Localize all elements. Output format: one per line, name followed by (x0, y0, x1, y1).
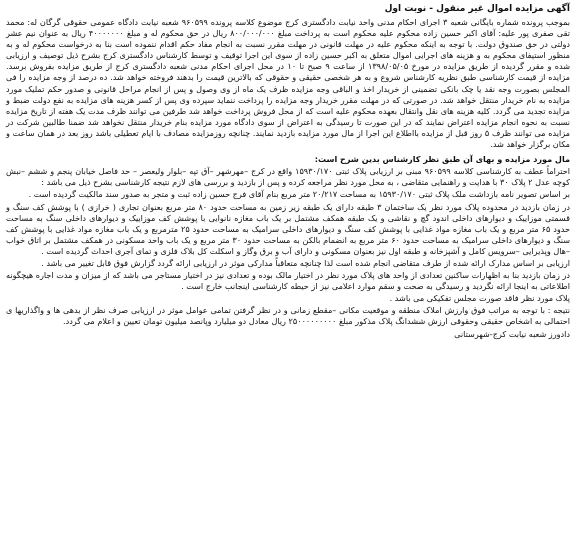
subdivision-note-paragraph: پلاک مورد نظر فاقد صورت مجلس تفکیکی می باشد . (389, 293, 570, 304)
notice-body-paragraph: بموجب پرونده شماره بایگانی شعبه ۳ اجرای احکام مدنی واحد نیابت دادگستری کرج موضوع کلاسه پرونده ۹۶۰۵۹۹ شعبه نیابت دادگاه عمومی حقوقی گرگان له: محمد تقی صفری پور علیه: آقای اکبر حسین زاده محکوم علیه محکوم است به پرداخت مبلغ ۸۰۰/۰۰۰/۰۰۰ ریال در حق محکوم له و مبلغ ۴۰۰۰۰۰۰۰ ریال به عنوان نیم عشر دولتی در حق صندوق دولت. با توجه به اینکه محکوم علیه در مهلت قانونی در مهلت مقرر نسبت به انجام مفاد حکم اقدام ننموده است بنا به درخواست محکوم له و به منظور استیفای محکوم به و هزینه های اجرایی اموال متعلق به اکبر حسین زاده از سوی این اجرا توقیف و توسط کارشناس دادگستری کرج بشرح ذیل توصیف و ارزیابی شده و مقرر گردیده از طریق مزایده در مورخ ۱۳۹۸/۰۵/۰۵ از ساعت ۹ صبح تا ۱۰ در محل اجرای احکام مدنی شعبه دادگستری کرج از طریق مزایده بفروش برسد. مزایده از قیمت کارشناسی طبق نظریه کارشناس شروع و به هر شخصی حقیقی و حقوقی که بالاترین قیمت را بدهند فروخته خواهد شد. ده درصد از وجه مزایده را فی المجلس بصورت وجه نقد یا چک بانکی تضمینی از خریدار اخذ و الباقی وجه مزایده ظرف یک ماه از وی وصول و پس از انجام مراحل قانونی و صدور حکم تملیک مورد مزایده به نام خریدار منتقل خواهد شد. در صورتی که در مهلت مقرر خریدار وجه مزایده را پرداخت ننماید سپرده وی پس از کسر هزینه های مزایده به نفع دولت ضبط و مزایده تجدید می گردد. کلیه هزینه های نقل وانتقال بعهده محکوم علیه است که از محل فروش پرداخت خواهد شد طرفین می توانند ظرف مدت یک هفته از تاریخ مزایده نسبت به نحوه انجام مزایده اعتراض نمایند که در این صورت تا رسیدگی به اعتراض از سوی دادگاه مورد مزایده بنام خریدار منتقل نخواهد شد ضمنا طالبین شرکت در مزایده می توانند ظرف ۵ روز قبل از مزایده بااطلاع این اجرا از مال مورد مزایده بازدید نمایند. چنانچه روزمزایده مصادف با ایام تعطیلی باشد روز بعد در همان ساعت و مکان برگزار خواهد شد. (6, 17, 571, 150)
property-heading: مال مورد مزایده و بهای آن طبق نظر کارشناس بدین شرح است: (314, 154, 570, 165)
building-description-paragraph: در زمان بازدید در محدوده پلاک مورد نظر یک ساختمان ۳ طبقه دارای یک طبقه زیر زمین به مساحت حدود ۸۰ متر مربع بعنوان تجاری ( خرازی ) با پوشش کف سنگ و قسمتی موزاییک و دیوارهای داخلی اندود گچ و نقاشی و یک طبقه همکف مشتمل بر یک باب مغازه نانوایی با پوشش کف موزاییک و دیوارهای داخلی سنگ به مساحت حدود ۶۵ متر مربع و یک باب مغازه مواد غذایی با پوشش کف سنگ و دیوارهای داخلی سرامیک به مساحت حدود ۲۵ مترمربع و یک باب مغازه مواد غذایی با پوشش کف سنگ و دیوارهای داخلی سرامیک به مساحت حدود ۶۰ متر مربع به انضمام بالکن به مساحت حدود ۳۰ متر مربع و یک باب واحد مسکونی در همکف مشتمل بر اتاق خواب –هال وپذیرایی –سرویس کامل و آشپزخانه و طبقه اول نیز بعنوان مسکونی و دارای آب و برق وگاز و اسکلت کل بلاک فلزی و تمای آجری احداث گردیده است . (6, 201, 571, 256)
notice-title: آگهی مزایده اموال غیر منقول - نوبت اول (384, 4, 570, 14)
ownership-paragraph: بر اساس تصویر نامه بازداشت ملک پلاک ثبتی ۱۵۹۳۰/۱۷۰ به مساحت ۲۰/۲۱۷ متر مربع بنام آقای فرج حسین زاده ثبت و متجر به صدور سند مالکیت گردیده است . (28, 189, 570, 200)
tenants-note-paragraph: در زمان بازدید بنا به اظهارات ساکنین تعدادی از واحد های پلاک مورد نظر در اختیار مالک بوده و تعدادی نیز در اختیار مستاجر می باشد که از میزان و مدت اجاره هیچگونه اطلاعاتی به اینجا ارائه نگردید و رسیدگی به صحت و سقم موارد اعلامی نیز از حیطه کارشناسی اینجانب خارج است . (6, 270, 570, 292)
signature-line: دادورز شعبه نیابت کرج-شهرستانی (454, 328, 570, 339)
conclusion-paragraph: نتیجه : با توجه به مراتب فوق وارزش املاک منطقه و موقعیت مکانی –مقطع زمانی و در نظر گرفتن تمامی عوامل موثر در ارزیابی صرف نظر از بدهی ها و واگذاریها ی احتمالی به اشخاص حقیقی وحقوقی ارزش ششدانگ پلاک مذکور مبلغ ۲۵۰۰۰۰۰۰۰۰۰ ریال معادل دو میلیارد وپانصد میلیون تومان تعیین و اعلام می گردد. (6, 305, 570, 327)
appraisal-intro-paragraph: احتراماً عطف به کارشناسی کلاسه ۹۶۰۵۹۹ مبنی بر ارزیابی پلاک ثبتی ۱۵۹۳۰/۱۷۰ واقع در کرج –مهرشهر –آق تپه –بلوار ولیعصر – حد فاصل خیابان پنجم و ششم –نبش کوچه عدل ۲ پلاک ۳۰ با هدایت و راهنمایی متقاضی ، به محل مورد نظر مراجعه کرده و پس از بازدید و بررسی های لازم نتیجه کارشناسی بشرح ذیل می باشد : (6, 166, 571, 188)
documents-note-paragraph: ارزیابی بر اساس مدارک ارائه شده از طرف متقاضی انجام شده است لذا چنانچه متعاقباً مدارکی موثر در ارزیابی ارائه گردد گزارش فوق قابل تغییر می باشد . (41, 257, 570, 268)
